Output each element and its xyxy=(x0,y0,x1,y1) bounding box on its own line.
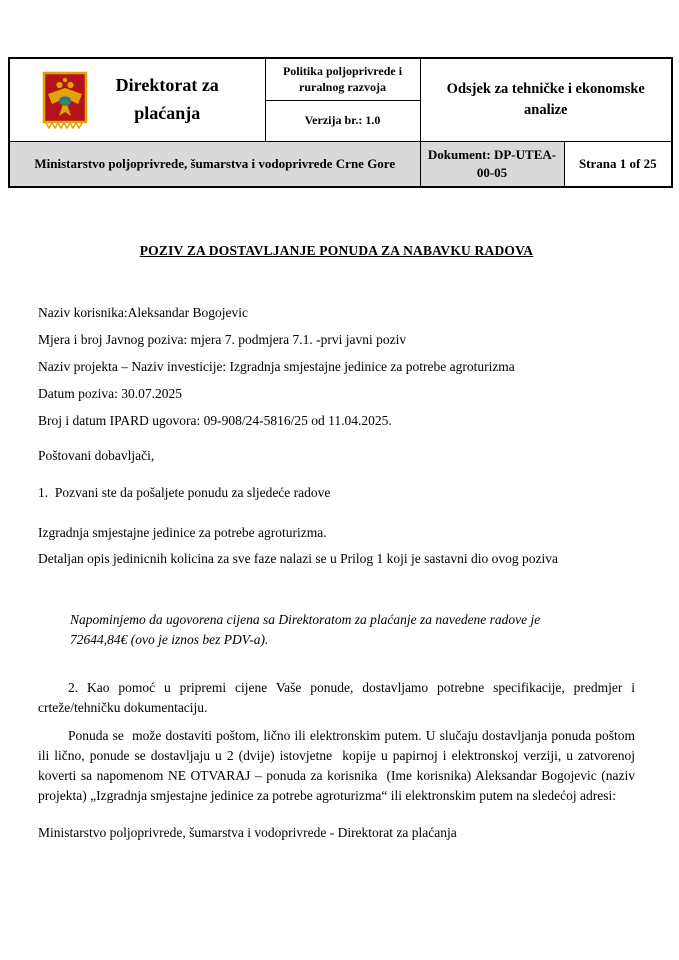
org-logo-block xyxy=(14,71,261,129)
address-line: Ministarstvo poljoprivrede, šumarstva i vodoprivrede - Direktorat za plaćanja xyxy=(38,825,457,840)
policy-label: Politika poljoprivrede i ruralnog razvoja xyxy=(282,63,403,94)
page-number-label: Strana 1 of 25 xyxy=(578,155,657,171)
item-2-paragraph: 2. Kao pomoć u pripremi cijene Vaše ponude, dostavljamo potrebne specifikacije, predmjer i crteže/tehničku dokumentaciju. xyxy=(38,680,639,715)
header-row-bottom xyxy=(9,141,672,187)
header-row-top xyxy=(9,58,672,101)
department-label: Odsjek za tehničke i ekonomske analize xyxy=(446,80,645,118)
info-block xyxy=(38,299,635,434)
ministry-label: Ministarstvo poljoprivrede, šumarstva i vodoprivrede Crne Gore xyxy=(34,155,396,171)
call-date-line: Datum poziva: 30.07.2025 xyxy=(38,386,182,401)
document-number-label: Dokument: DP-UTEA-00-05 xyxy=(427,147,557,180)
price-note: Napominjemo da ugovorena cijena sa Direktoratom za plaćanje za navedene radove je 72644,84€ (ovo je iznos bez PDV-a). xyxy=(70,612,541,647)
policy-cell xyxy=(265,58,420,101)
page-number-cell xyxy=(564,141,672,187)
salutation-line: Poštovani dobavljači, xyxy=(38,448,155,463)
document-title: POZIV ZA DOSTAVLJANJE PONUDA ZA NABAVKU RADOVA xyxy=(139,243,534,258)
department-cell xyxy=(420,58,672,141)
document-body xyxy=(8,243,671,846)
document-header-table xyxy=(8,57,673,188)
document-number-cell xyxy=(420,141,564,187)
montenegro-coat-of-arms-icon xyxy=(42,71,88,129)
version-label: Verzija br.: 1.0 xyxy=(304,113,381,128)
measure-line: Mjera i broj Javnog poziva: mjera 7. podmjera 7.1. -prvi javni poziv xyxy=(38,332,407,347)
beneficiary-line: Naziv korisnika:Aleksandar Bogojevic xyxy=(38,305,248,320)
project-line: Naziv projekta – Naziv investicije: Izgradnja smjestajne jedinice za potrebe agroturizma xyxy=(38,359,515,374)
contract-line: Broj i datum IPARD ugovora: 09-908/24-5816/25 od 11.04.2025. xyxy=(38,413,392,428)
ministry-cell xyxy=(9,141,420,187)
item-1-line: 1. Pozvani ste da pošaljete ponudu za sljedeće radove xyxy=(38,485,331,500)
org-cell xyxy=(9,58,265,141)
detail-line: Detaljan opis jedinicnih kolicina za sve faze nalazi se u Prilog 1 koji je sastavni dio ovog poziva xyxy=(38,551,558,566)
version-cell xyxy=(265,101,420,142)
works-line: Izgradnja smjestajne jedinice za potrebe agroturizma. xyxy=(38,525,327,540)
delivery-paragraph: Ponuda se može dostaviti poštom, lično ili elektronskim putem. U slučaju dostavljanja ponuda poštom ili lično, ponude se dostavljaju u 2 (dvije) istovjetne kopije u papirnoj i elektronskoj verziji, u zatvorenoj koverti sa napomenom NE OTVARAJ – ponuda za korisnika (Ime korisnika) Aleksandar Bogojevic (naziv projekta) „Izgradnja smjestajne jedinice za potrebe agroturizma“ ili elektronskim putem na sledećoj adresi: xyxy=(38,728,639,803)
org-title: Direktorat za plaćanja xyxy=(115,74,219,123)
